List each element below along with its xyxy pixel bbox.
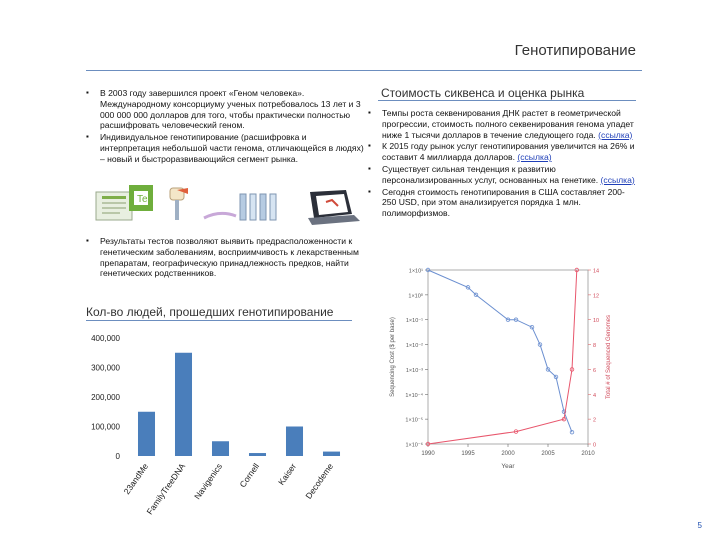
bar-23andme <box>138 412 155 456</box>
mailbox-icon <box>162 186 192 222</box>
right-tick-label: 8 <box>593 343 597 350</box>
market-heading: Стоимость сиквенса и оценка рынка <box>381 86 585 100</box>
genomes-line <box>428 270 577 444</box>
left-bullets-top <box>86 88 368 166</box>
source-link-3[interactable]: (ссылка) <box>600 174 635 185</box>
left-tick-label: 1×10¹ <box>408 268 423 275</box>
left-bullets-bottom <box>86 236 368 280</box>
test-kit-icon <box>128 184 154 212</box>
right-bullet-1 <box>368 108 636 140</box>
bar-familytreedna <box>175 353 192 456</box>
left-tick-label: 1×10⁻³ <box>405 367 423 374</box>
bar-y-tick-label: 300,000 <box>91 363 120 373</box>
title-rule <box>86 70 642 71</box>
right-bullets <box>368 108 636 220</box>
x-tick-label: 2010 <box>581 451 595 457</box>
bar-category-label: Navigenics <box>192 461 225 502</box>
x-tick-label: 2005 <box>541 451 555 457</box>
right-bullet-2 <box>368 141 636 163</box>
right-bullet-4-text: Сегодня стоимость генотипирования в США составляет 200-250 USD, при этом анализируется порядка 1 млн. полиморфизмов. <box>382 186 625 219</box>
left-tick-label: 1×10⁻⁶ <box>405 442 423 449</box>
bar-category-label: Kaiser <box>276 461 299 487</box>
right-bullet-1-text: Темпы роста секвенирования ДНК растет в геометрической прогрессии, стоимость полного секвенирования генома упадет ниже 1 тысячи долларов в течение следующего года. <box>382 108 634 140</box>
bar-navigenics <box>212 441 229 456</box>
left-bullet-2: ▪ Индивидуальное генотипирование (расшифровка и интерпретация небольшой части генома, отличающейся в людях) – новый и быстроразвивающийся сегмент рынка. <box>86 132 368 164</box>
market-heading-rule <box>378 100 636 101</box>
x-axis-label: Year <box>501 463 515 470</box>
left-tick-label: 1×10⁰ <box>408 293 423 300</box>
bar-y-tick-label: 0 <box>115 452 120 461</box>
bar-y-tick-label: 200,000 <box>91 393 120 402</box>
svg-text:Te: Te <box>137 194 148 205</box>
laptop-icon <box>302 188 362 228</box>
left-bullet-1: ▪ В 2003 году завершился проект «Геном человека». Международному консорциуму ученых потребовалось 13 лет и 3 000 000 000 долларов для того, чтобы практически полностью расшифровать человеческий геном. <box>86 88 368 131</box>
bar-chart-heading: Кол-во людей, прошедших генотипирование <box>86 305 334 319</box>
left-tick-label: 1×10⁻¹ <box>405 318 423 325</box>
cost-chart <box>382 262 618 494</box>
bar-kaiser <box>286 427 303 457</box>
x-tick-label: 1995 <box>461 451 475 457</box>
right-tick-label: 6 <box>593 367 597 374</box>
right-tick-label: 10 <box>593 318 600 325</box>
right-tick-label: 2 <box>593 417 597 424</box>
right-axis-label: Total # of Sequenced Genomes <box>606 314 612 400</box>
source-link-1[interactable]: (ссылка) <box>598 129 633 140</box>
bar-y-tick-label: 100,000 <box>91 422 120 432</box>
lab-tubes-icon <box>200 188 280 224</box>
bar-category-label: FamilyTreeDNA <box>144 461 188 517</box>
right-tick-label: 4 <box>593 392 597 399</box>
right-tick-label: 12 <box>593 293 600 300</box>
right-bullet-4 <box>368 187 636 219</box>
bar-chart-heading-rule <box>86 320 352 321</box>
cost-line <box>428 270 572 432</box>
right-bullet-3-text: Существует сильная тенденция к развитию персонализированных услуг, основанных на генетике. <box>382 163 599 185</box>
bar-chart <box>80 328 360 528</box>
slide-title: Генотипирование <box>514 42 636 59</box>
bar-cornell <box>249 453 266 456</box>
right-bullet-2-text: К 2015 году рынок услуг генотипирования увеличится на 26% и составит 4 миллиарда долларов. <box>382 141 635 163</box>
right-tick-label: 0 <box>593 442 597 449</box>
left-tick-label: 1×10⁻² <box>405 343 423 350</box>
left-tick-label: 1×10⁻⁵ <box>405 417 423 424</box>
x-tick-label: 2000 <box>501 451 515 457</box>
x-tick-label: 1990 <box>421 451 435 457</box>
bar-category-label: Decodeme <box>303 461 336 501</box>
right-tick-label: 14 <box>593 268 600 275</box>
source-link-2[interactable]: (ссылка) <box>517 152 552 163</box>
bar-y-tick-label: 400,000 <box>91 334 120 343</box>
bar-category-label: Cornell <box>237 461 262 490</box>
right-bullet-3 <box>368 164 636 186</box>
left-axis-label: Sequencing Cost ($ per base) <box>390 317 396 397</box>
left-bullet-3: ▪ Результаты тестов позволяют выявить предрасположенности к генетическим заболеваниям, восприимчивость к лекарственным препаратам, географическую принадлежность предков, найти генетических родственников. <box>86 236 368 279</box>
bar-category-label: 23andMe <box>121 461 151 497</box>
bar-decodeme <box>323 452 340 456</box>
page-number: 5 <box>697 521 702 530</box>
left-tick-label: 1×10⁻⁴ <box>405 392 423 399</box>
